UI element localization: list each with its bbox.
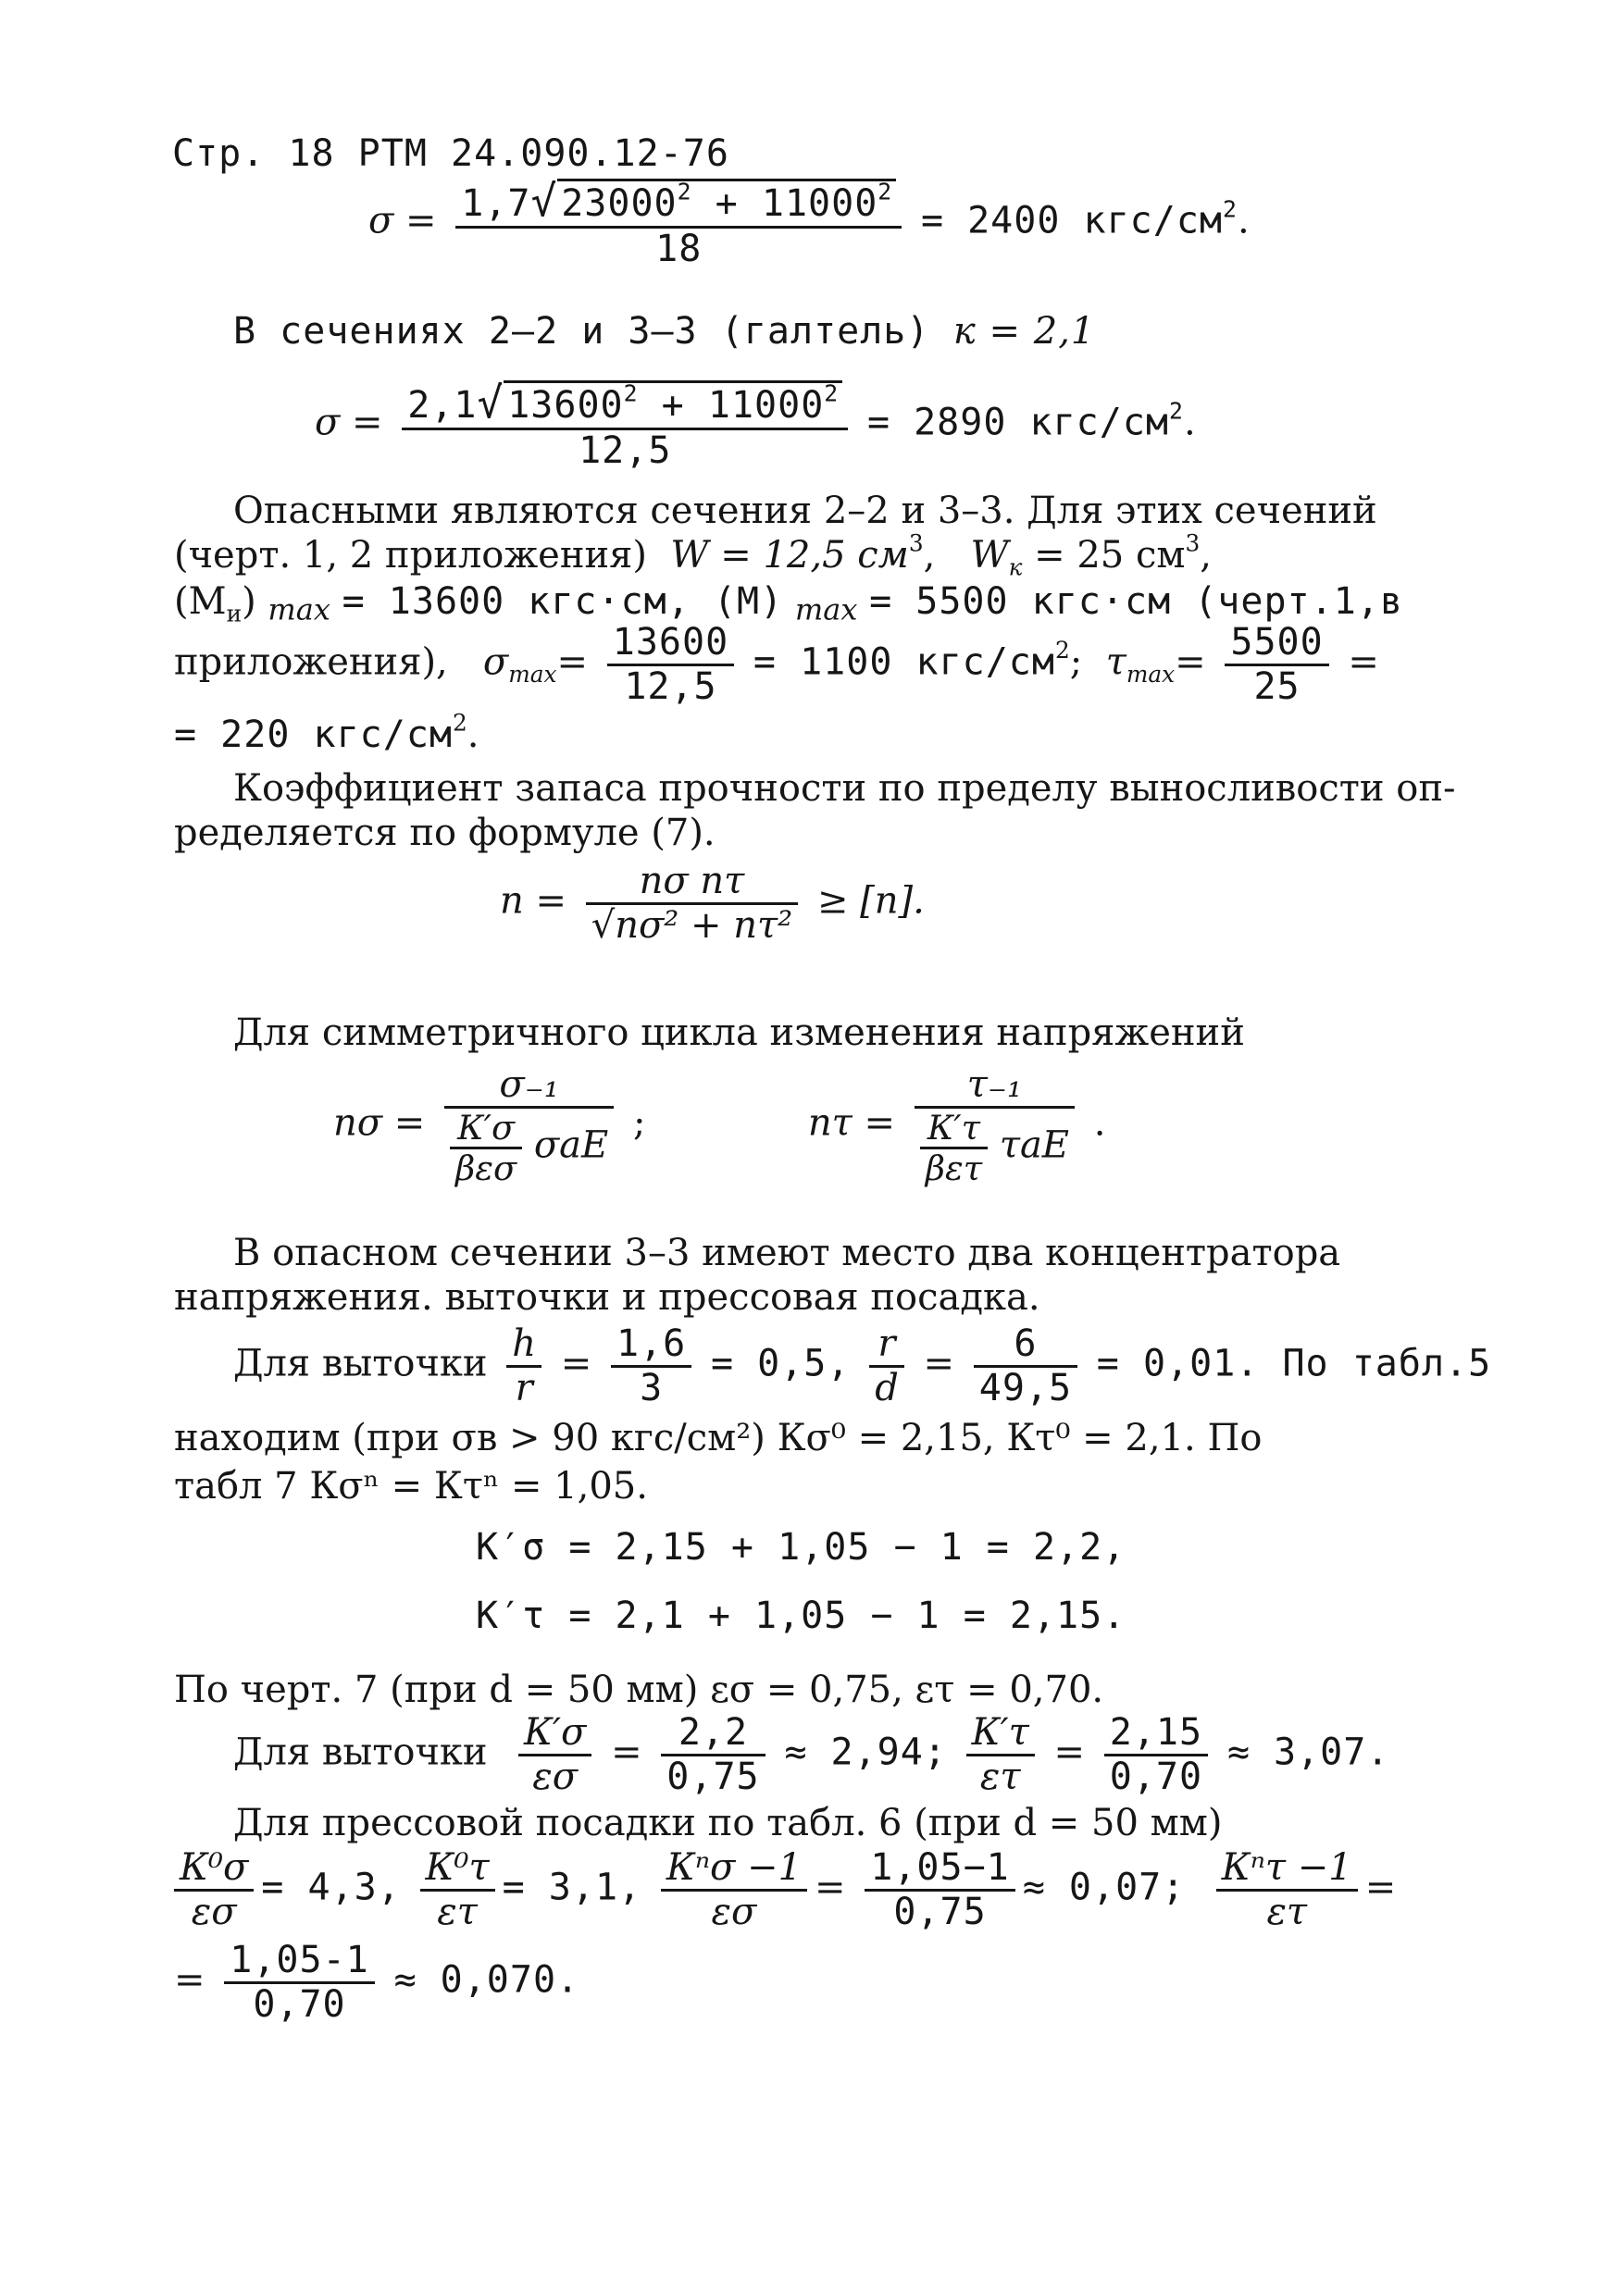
p1-s-exp: 2 — [1054, 636, 1070, 664]
formula-4-nt-num: τ₋₁ — [915, 1064, 1075, 1109]
p4-h-den: r — [515, 1366, 533, 1409]
p6-f2-num: К′τ — [966, 1712, 1035, 1756]
p1-wk-sub: к — [1008, 553, 1023, 581]
formula-3-fraction — [586, 861, 798, 947]
p7-e-res: ≈ 0,070. — [393, 1958, 580, 2002]
formula-4-nt-inner-num: К′τ — [920, 1109, 988, 1149]
p1-line1 — [233, 489, 1377, 533]
p6-f1-fraction — [518, 1712, 591, 1798]
p7-c-res: ≈ 0,07; — [1022, 1866, 1186, 1909]
p4-a: Для выточки — [233, 1342, 488, 1385]
p2-line2 — [174, 811, 716, 855]
p1-wk-end: , — [1200, 534, 1212, 577]
p7-d-eq: = — [1364, 1866, 1397, 1909]
formula-4-nt-den — [915, 1109, 1075, 1187]
p7-a-res: = 4,3, — [261, 1866, 401, 1909]
formula-3-rhs: ≥ [n]. — [816, 879, 925, 923]
formula-4-ns-fraction — [444, 1064, 614, 1187]
p1-mi-val: = 13600 кгс·см, (М) — [342, 580, 784, 623]
p1-max1: max — [268, 591, 330, 627]
p7-line1-text: Для прессовой посадки по табл. 6 (при d = 50 мм) — [233, 1802, 1223, 1844]
formula-4-nt-inner-fraction — [920, 1109, 988, 1187]
formula-5-line2 — [476, 1594, 1126, 1638]
p4-line3-text: табл 7 Кσⁿ = Кτⁿ = 1,05. — [174, 1465, 648, 1508]
formula-1-radicand — [557, 179, 896, 225]
p6-a: Для выточки — [233, 1731, 488, 1774]
p6-v1-fraction — [661, 1712, 765, 1798]
formula-2-plus: + — [661, 384, 685, 427]
p4-eq1: = — [560, 1342, 592, 1385]
p1-line5-end: . — [467, 714, 479, 756]
p1-mi-b: ) — [242, 580, 256, 623]
p6-eq1: = — [611, 1731, 642, 1774]
p7-c-den: εσ — [711, 1890, 757, 1933]
p7-line3 — [174, 1940, 579, 2026]
formula-3-lhs: n = — [500, 879, 566, 923]
sections-line — [233, 309, 1095, 354]
p6-f1-den: εσ — [532, 1755, 579, 1798]
p4-v-fraction — [611, 1323, 691, 1409]
p2-line2-text: ределяется по формуле (7). — [174, 812, 716, 854]
p6-r2: ≈ 3,07. — [1226, 1731, 1390, 1774]
formula-1-numerator — [455, 178, 902, 229]
p1-line1-text: Опасными являются сечения 2–2 и 3–3. Для этих сечений — [233, 490, 1377, 532]
sqrt-sign: √ — [530, 176, 558, 226]
p6-v2-num: 2,15 — [1104, 1712, 1208, 1756]
p4-v-num: 1,6 — [611, 1323, 691, 1368]
p1-t-eq: = — [1175, 640, 1206, 684]
formula-4-nt: nτ = — [807, 1101, 895, 1145]
p4-d-fraction — [974, 1323, 1077, 1409]
p6-v1-den: 0,75 — [666, 1755, 760, 1798]
p6-v1-num: 2,2 — [661, 1712, 765, 1756]
formula-1 — [368, 178, 1250, 269]
p5-text: По черт. 7 (при d = 50 мм) εσ = 0,75, ετ = 0,70. — [174, 1669, 1104, 1711]
sections-k: к = 2,1 — [952, 310, 1096, 353]
p1-t-den: 25 — [1253, 664, 1301, 708]
p1-s-eq: = — [556, 640, 589, 684]
formula-2-lhs: σ = — [315, 401, 383, 444]
formula-1-denominator: 18 — [655, 227, 703, 270]
formula-1-plus: + — [715, 182, 739, 225]
formula-5-line1-text: К′σ = 2,15 + 1,05 − 1 = 2,2, — [476, 1526, 1126, 1569]
p4-line2 — [174, 1416, 1262, 1460]
p5-line — [174, 1668, 1103, 1712]
sections-text: В сечениях 2–2 и 3–3 (галтель) — [233, 310, 930, 353]
p6-f1-num: К′σ — [518, 1712, 591, 1756]
formula-2-radicand — [504, 380, 842, 427]
symmetric-line — [233, 1011, 1245, 1055]
p4-r1: = 0,5, — [710, 1342, 851, 1385]
formula-1-r2: 11000 — [761, 182, 878, 225]
p6-v2-fraction — [1104, 1712, 1208, 1798]
p7-cv-den: 0,75 — [893, 1890, 987, 1933]
p7-b-num: К⁰τ — [420, 1847, 495, 1892]
p7-b-res: = 3,1, — [502, 1866, 642, 1909]
p1-wk-letter: W — [970, 534, 1009, 577]
p4-d-den: 49,5 — [978, 1366, 1073, 1409]
p4-line3 — [174, 1464, 648, 1508]
p1-line5-exp: 2 — [452, 709, 467, 737]
p2-line1 — [233, 766, 1456, 811]
p4-r-fraction — [869, 1323, 904, 1409]
formula-4-ns: nσ = — [333, 1101, 426, 1145]
p6-f2-fraction — [966, 1712, 1035, 1798]
p1-w-exp: 3 — [908, 529, 924, 557]
p7-e-den: 0,70 — [253, 1982, 346, 2026]
formula-3-den: √nσ² + nτ² — [591, 903, 793, 947]
formula-5-line2-text: К′τ = 2,1 + 1,05 − 1 = 2,15. — [476, 1595, 1126, 1637]
formula-1-exp1: 2 — [677, 178, 692, 205]
p7-cv-fraction — [865, 1847, 1015, 1933]
p1-s-den: 12,5 — [624, 664, 717, 708]
p6-line — [233, 1712, 1389, 1798]
formula-4-ns-inner-den: βεσ — [455, 1148, 517, 1188]
p1-tmax-sub: max — [1126, 660, 1176, 688]
p4-v-den: 3 — [640, 1366, 664, 1409]
formula-4-nt-inner-den: βετ — [925, 1148, 983, 1188]
formula-4-nt-tail: τaE — [999, 1123, 1070, 1167]
formula-4-ns-inner-num: К′σ — [450, 1109, 522, 1149]
p7-e-fraction — [224, 1940, 375, 2026]
p4-h-num: h — [506, 1323, 541, 1368]
formula-2-end: . — [1183, 401, 1196, 444]
p1-tau-fraction — [1225, 622, 1328, 708]
formula-1-r1: 23000 — [561, 182, 678, 225]
p7-d-fraction — [1216, 1847, 1358, 1933]
p7-d-num: Кⁿτ −1 — [1216, 1847, 1358, 1892]
p6-eq2: = — [1053, 1731, 1086, 1774]
p6-r1: ≈ 2,94; — [784, 1731, 947, 1774]
formula-1-result: = 2400 кгс/см — [920, 199, 1224, 242]
p1-line3 — [174, 579, 1403, 627]
p7-c-eq: = — [815, 1866, 846, 1909]
p2-line1-text: Коэффициент запаса прочности по пределу выносливости оп- — [233, 767, 1456, 810]
p7-c-num: Кⁿσ −1 — [661, 1847, 807, 1892]
p1-s-sep: ; — [1069, 640, 1083, 684]
formula-1-end: . — [1237, 199, 1250, 242]
p4-line1 — [233, 1323, 1491, 1409]
formula-1-lhs: σ = — [368, 199, 437, 242]
header-text: Стр. 18 РТМ 24.090.12-76 — [172, 132, 729, 175]
p7-line1 — [233, 1801, 1222, 1845]
p1-m-val: = 5500 кгс·см (черт.1,в — [869, 580, 1403, 623]
p1-mi-a: (М — [174, 580, 227, 623]
p4-r-num: r — [869, 1323, 904, 1368]
p1-wk-val: = 25 см — [1034, 534, 1186, 577]
p1-mi-sub: и — [226, 600, 243, 627]
formula-2-exp1: 2 — [623, 379, 639, 407]
p7-a-fraction — [174, 1847, 254, 1933]
formula-2-r1: 13600 — [507, 384, 624, 427]
p3-line1 — [233, 1231, 1340, 1275]
p1-s-res: = 1100 кгс/см — [753, 640, 1055, 684]
formula-4-ns-den — [444, 1109, 614, 1187]
formula-1-unit-exp: 2 — [1223, 195, 1238, 223]
p1-smax: σ — [482, 640, 509, 684]
sqrt-sign: √ — [477, 378, 504, 428]
p4-d-num: 6 — [974, 1323, 1077, 1368]
formula-2-r2: 11000 — [707, 384, 825, 427]
formula-5-line1 — [476, 1525, 1126, 1570]
p4-line2-text: находим (при σв > 90 кгс/см²) Кσ⁰ = 2,15, Кτ⁰ = 2,1. По — [174, 1417, 1263, 1459]
formula-3-num: nσ nτ — [586, 861, 798, 905]
p1-s-num: 13600 — [607, 622, 734, 666]
formula-2-unit-exp: 2 — [1169, 397, 1184, 425]
p1-t-num: 5500 — [1225, 622, 1328, 666]
formula-2-result: = 2890 кгс/см — [866, 401, 1170, 444]
p4-r2: = 0,01. По табл.5 — [1096, 1342, 1492, 1385]
p4-h-fraction — [506, 1323, 541, 1409]
p7-c-fraction — [661, 1847, 807, 1933]
p1-line5 — [174, 709, 479, 757]
formula-2-exp2: 2 — [824, 379, 840, 407]
p7-cv-num: 1,05−1 — [865, 1847, 1015, 1892]
p1-w: W = 12,5 см — [670, 534, 909, 577]
symmetric-text: Для симметричного цикла изменения напряжений — [233, 1011, 1245, 1054]
p1-sigma-fraction — [607, 622, 734, 708]
formula-4-sep: ; — [632, 1101, 646, 1145]
p7-b-fraction — [420, 1847, 495, 1933]
formula-2-fraction — [402, 379, 848, 471]
formula-1-fraction — [455, 178, 902, 269]
p7-e-lead: = — [174, 1958, 205, 2002]
p6-v2-den: 0,70 — [1109, 1755, 1203, 1798]
p3-line2 — [174, 1275, 1040, 1320]
formula-4 — [333, 1064, 1105, 1187]
formula-2-denominator: 12,5 — [579, 428, 672, 472]
formula-2 — [315, 379, 1196, 471]
p1-line5-text: = 220 кгс/см — [174, 714, 453, 756]
formula-4-ns-inner-fraction — [450, 1109, 522, 1187]
formula-1-exp2: 2 — [877, 178, 893, 205]
p1-smax-sub: max — [508, 660, 557, 688]
formula-4-nt-fraction — [915, 1064, 1075, 1187]
p7-e-num: 1,05-1 — [224, 1940, 375, 1984]
p7-line2 — [167, 1847, 1396, 1933]
p7-a-num: К⁰σ — [174, 1847, 254, 1892]
p4-r-den: d — [875, 1366, 899, 1409]
formula-4-ns-num: σ₋₁ — [444, 1064, 614, 1109]
p1-tmax: τ — [1105, 640, 1126, 684]
p1-line4-text: приложения), — [174, 640, 448, 684]
page-header — [172, 131, 729, 176]
p3-line2-text: напряжения. выточки и прессовая посадка. — [174, 1276, 1040, 1319]
p6-f2-den: ετ — [979, 1755, 1021, 1798]
p4-eq2: = — [923, 1342, 955, 1385]
p1-line4 — [174, 622, 1379, 708]
p7-d-den: ετ — [1266, 1890, 1308, 1933]
formula-4-end: . — [1093, 1101, 1106, 1145]
p1-wk-exp: 3 — [1185, 529, 1201, 557]
formula-4-ns-tail: σaE — [533, 1123, 609, 1167]
formula-3 — [500, 861, 925, 947]
p3-line1-text: В опасном сечении 3–3 имеют место два концентратора — [233, 1232, 1341, 1274]
formula-2-coef: 2,1 — [407, 384, 478, 427]
p7-b-den: ετ — [437, 1890, 478, 1933]
p1-t-end: = — [1348, 640, 1379, 684]
p7-a-den: εσ — [191, 1890, 237, 1933]
formula-2-numerator — [402, 379, 848, 430]
p1-max2: max — [794, 591, 858, 627]
p1-line2-text: (черт. 1, 2 приложения) — [174, 534, 647, 577]
formula-1-coef: 1,7 — [461, 182, 531, 225]
p1-line2: (черт. 1, 2 приложения) W = 12,5 $см^3$, $W_к = 25$ $см^3$, — [174, 529, 1212, 581]
